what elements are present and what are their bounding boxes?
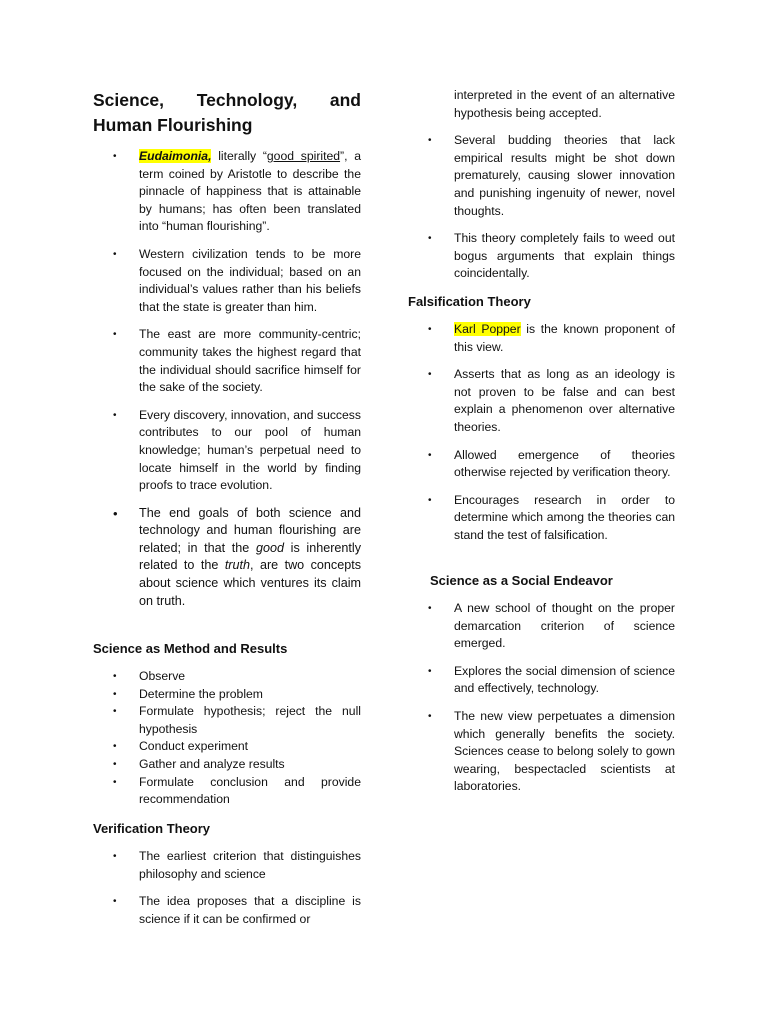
- list-item: [93, 668, 361, 686]
- bullet-icon: •: [428, 233, 432, 245]
- good-spirited-term: good spirited: [266, 149, 341, 163]
- list-item-continued: [408, 87, 675, 122]
- eudaimonia-text-a: literally “: [211, 149, 267, 163]
- bullet-icon: •: [428, 710, 432, 722]
- list-item-karl-popper: [408, 321, 675, 356]
- method-heading: Science as Method and Results: [93, 641, 288, 656]
- list-item: [408, 366, 675, 436]
- list-item-text: Western civilization tends to be more focused on the individual; based on an individual’s values rather than his beliefs that the state is greater than him.: [139, 246, 361, 314]
- list-item-text: The end goals of both science and technology and human flourishing are related; in that the: [139, 505, 361, 555]
- list-item: [408, 600, 675, 653]
- bullet-icon: •: [113, 409, 117, 421]
- bullet-icon: •: [428, 324, 432, 335]
- list-item: [93, 738, 361, 756]
- list-item-text: Asserts that as long as an ideology is not proven to be false and can best explain a phenomenon over alternative theories.: [454, 367, 675, 434]
- list-item: [93, 686, 361, 704]
- list-item-text: Observe: [139, 669, 186, 683]
- bullet-icon: •: [113, 741, 117, 753]
- list-item-text: Formulate conclusion and provide recommendation: [139, 774, 361, 807]
- title-line-1: Science, Technology, and: [93, 90, 361, 110]
- bullet-icon: •: [113, 505, 118, 521]
- list-item-text: Formulate hypothesis; reject the null hypothesis: [139, 704, 361, 736]
- method-steps-list: [93, 668, 361, 809]
- bullet-icon: •: [428, 603, 432, 614]
- verification-continued-list: [408, 87, 675, 293]
- bullet-icon: •: [113, 851, 117, 862]
- list-item-text: The earliest criterion that distinguishes philosophy and science: [139, 849, 361, 881]
- list-item: [408, 132, 675, 220]
- list-item: [93, 703, 361, 738]
- social-endeavor-heading: Science as a Social Endeavor: [430, 573, 613, 588]
- bullet-icon: •: [113, 329, 117, 341]
- karl-popper-term: Karl Popper: [454, 322, 521, 336]
- list-item-text: Several budding theories that lack empirical results might be shot down prematurely, causing slower innovation and punishing ingenuity of newer, novel thoughts.: [454, 133, 675, 218]
- list-item: [93, 756, 361, 774]
- list-item: [93, 893, 361, 928]
- list-item-text: , are two concepts about science which ventures its claim on truth.: [139, 558, 362, 608]
- list-item-text: The new view perpetuates a dimension which generally benefits the society. Sciences cease to belong solely to gown wearing, bespectacled scientists at laboratories.: [454, 708, 675, 794]
- list-item: [93, 505, 361, 611]
- bullet-icon: •: [428, 449, 432, 461]
- list-item-text: Allowed emergence of theories otherwise rejected by verification theory.: [454, 447, 675, 480]
- list-item: [408, 447, 675, 482]
- bullet-icon: •: [113, 671, 117, 682]
- list-item-eudaimonia: [93, 148, 361, 236]
- bullet-icon: •: [113, 151, 117, 162]
- list-item-text: Explores the social dimension of science and effectively, technology.: [454, 663, 675, 696]
- list-item-text: The idea proposes that a discipline is science if it can be confirmed or: [139, 894, 361, 926]
- list-item-text: This theory completely fails to weed out bogus arguments that explain things coincidentally.: [454, 231, 675, 281]
- verification-bullet-list: [93, 848, 361, 938]
- bullet-icon: •: [113, 896, 117, 908]
- title-line-2: Human Flourishing: [93, 115, 253, 135]
- list-item: [408, 230, 675, 283]
- list-item: [408, 492, 675, 545]
- bullet-icon: •: [113, 758, 117, 770]
- list-item-text: interpreted in the event of an alternative hypothesis being accepted.: [454, 88, 675, 120]
- intro-bullet-list: [93, 148, 361, 620]
- bullet-icon: •: [113, 776, 117, 788]
- list-item-text: Encourages research in order to determine which among the theories can stand the test of falsification.: [454, 492, 675, 542]
- list-item-text: is inherently related to the: [139, 540, 361, 573]
- list-item: [408, 708, 675, 796]
- eudaimonia-term: Eudaimonia,: [139, 149, 212, 163]
- bullet-icon: •: [113, 706, 117, 718]
- list-item-text: Every discovery, innovation, and success contributes to our pool of human knowledge; human’s perpetual need to locate himself in the world by finding proofs to trace evolution.: [139, 407, 361, 493]
- list-item-text: is the known proponent of this view.: [454, 322, 675, 354]
- verification-heading: Verification Theory: [93, 821, 211, 836]
- list-item: [93, 774, 361, 809]
- list-item-text: Determine the problem: [139, 686, 263, 701]
- eudaimonia-text-b: ”, a term coined by Aristotle to describe the pinnacle of happiness that is attainable by humans; has often been translated into “human flourishing”.: [139, 149, 361, 234]
- list-item: [408, 663, 675, 698]
- page-title: [93, 88, 361, 138]
- bullet-icon: •: [428, 494, 432, 506]
- list-item-text: A new school of thought on the proper demarcation criterion of science emerged.: [454, 601, 675, 651]
- bullet-icon: •: [428, 665, 432, 677]
- list-item: [93, 848, 361, 883]
- bullet-icon: •: [428, 135, 432, 147]
- falsification-heading: Falsification Theory: [408, 294, 531, 309]
- list-item: [93, 326, 361, 396]
- bullet-icon: •: [428, 369, 432, 381]
- social-bullet-list: [408, 600, 675, 806]
- list-item-text: Conduct experiment: [139, 739, 249, 754]
- list-item-text: The east are more community-centric; community takes the highest regard that the individual should sacrifice himself for the sake of the society.: [139, 327, 361, 395]
- list-item: [93, 407, 361, 495]
- good-term: good: [255, 540, 284, 555]
- truth-term: truth: [224, 558, 251, 573]
- falsification-bullet-list: [408, 321, 675, 555]
- bullet-icon: •: [113, 248, 117, 260]
- bullet-icon: •: [113, 688, 117, 700]
- list-item: [93, 246, 361, 316]
- list-item-text: Gather and analyze results: [139, 756, 285, 771]
